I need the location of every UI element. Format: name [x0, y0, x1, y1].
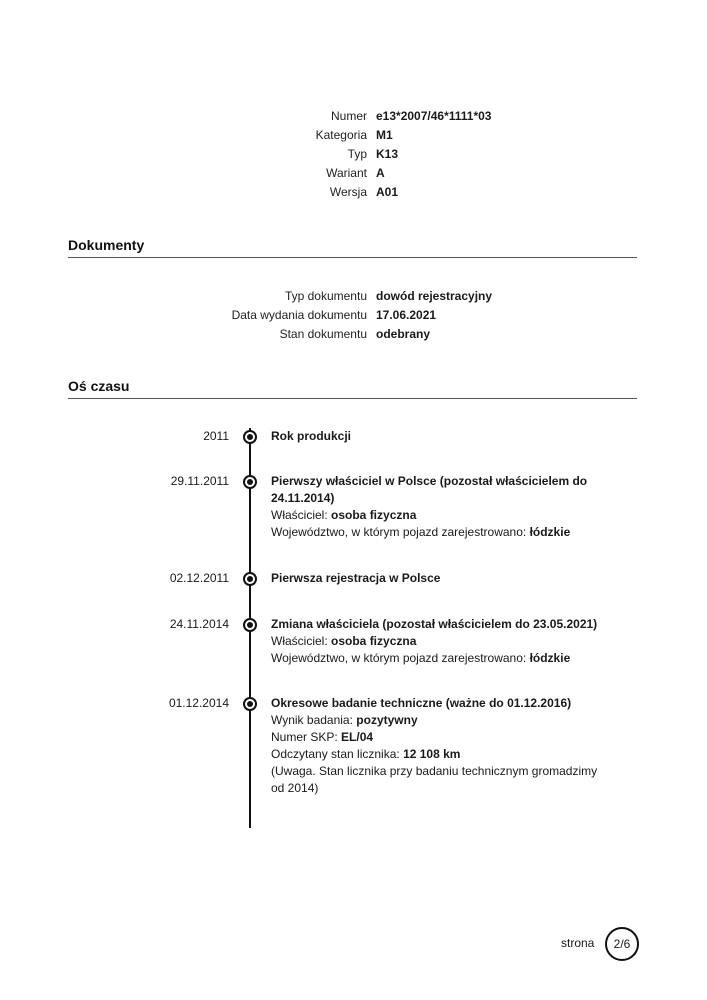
timeline-dot-icon — [243, 618, 257, 632]
field-label: Stan dokumentu — [279, 327, 367, 341]
event-detail: Województwo, w którym pojazd zarejestrowano: łódzkie — [271, 525, 571, 539]
document-row-issue-date — [0, 306, 707, 325]
vehicle-info — [0, 107, 707, 202]
event-detail: Odczytany stan licznika: 12 108 km — [271, 747, 461, 761]
field-label: Typ — [347, 147, 367, 161]
event-title: Pierwszy właściciel w Polsce (pozostał właścicielem do 24.11.2014) — [271, 474, 588, 505]
event-date: 2011 — [203, 429, 229, 443]
event-body — [271, 473, 611, 541]
page-number: 2/6 — [605, 927, 639, 961]
event-date: 01.12.2014 — [168, 696, 229, 710]
field-value: odebrany — [376, 327, 431, 341]
event-detail: (Uwaga. Stan licznika przy badaniu technicznym gromadzimy od 2014) — [271, 764, 598, 795]
event-date: 02.12.2011 — [169, 571, 229, 585]
field-label: Numer — [330, 109, 367, 123]
event-detail: Właściciel: osoba fizyczna — [271, 634, 417, 648]
field-value: 17.06.2021 — [376, 308, 437, 322]
event-date: 24.11.2014 — [169, 617, 229, 631]
field-value: e13*2007/46*1111*03 — [376, 109, 492, 123]
vehicle-row-kategoria — [0, 126, 707, 145]
event-title: Okresowe badanie techniczne (ważne do 01.12.2016) — [271, 696, 572, 710]
section-title-timeline: Oś czasu — [68, 377, 637, 399]
vehicle-row-numer — [0, 107, 707, 126]
timeline-dot-icon — [243, 697, 257, 711]
event-detail: Województwo, w którym pojazd zarejestrowano: łódzkie — [271, 651, 571, 665]
field-label: Wariant — [326, 166, 367, 180]
vehicle-row-wariant — [0, 164, 707, 183]
event-detail: Wynik badania: pozytywny — [271, 713, 418, 727]
timeline-dot-icon — [243, 475, 257, 489]
vehicle-row-typ — [0, 145, 707, 164]
event-body — [271, 570, 611, 587]
field-value: M1 — [376, 128, 393, 142]
event-body — [271, 428, 611, 445]
event-title: Pierwsza rejestracja w Polsce — [271, 571, 441, 585]
document-row-type — [0, 287, 707, 306]
field-value: dowód rejestracyjny — [376, 289, 493, 303]
timeline-dot-icon — [243, 572, 257, 586]
field-label: Wersja — [329, 185, 367, 199]
event-detail: Numer SKP: EL/04 — [271, 730, 374, 744]
timeline-dot-icon — [243, 430, 257, 444]
field-value: A01 — [376, 185, 399, 199]
section-title-documents: Dokumenty — [68, 236, 637, 258]
field-value: K13 — [376, 147, 399, 161]
vehicle-row-wersja — [0, 183, 707, 202]
field-label: Kategoria — [315, 128, 367, 142]
event-body — [271, 616, 611, 667]
event-body — [271, 695, 611, 797]
page-label: strona — [561, 936, 595, 950]
field-value: A — [376, 166, 385, 180]
field-label: Typ dokumentu — [284, 289, 367, 303]
field-label: Data wydania dokumentu — [231, 308, 367, 322]
event-title: Rok produkcji — [271, 429, 352, 443]
event-date: 29.11.2011 — [170, 474, 229, 488]
event-title: Zmiana właściciela (pozostał właścicielem do 23.05.2021) — [271, 617, 598, 631]
document-row-status — [0, 325, 707, 344]
event-detail: Właściciel: osoba fizyczna — [271, 508, 417, 522]
documents-info — [0, 287, 707, 344]
